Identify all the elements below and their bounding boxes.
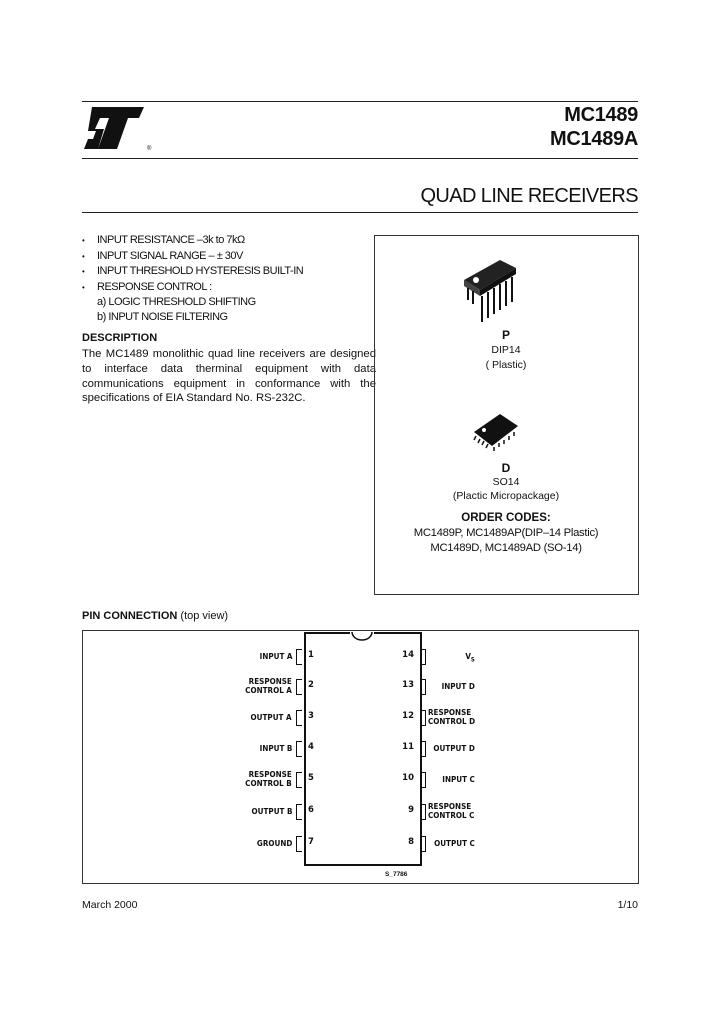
order-code-line-1: MC1489P, MC1489AP(DIP–14 Plastic)	[413, 527, 599, 539]
package-type-plastic: ( Plastic)	[485, 359, 527, 371]
feature-list	[82, 233, 303, 324]
pin-lead	[420, 836, 426, 852]
package-letter-d: D	[501, 461, 511, 475]
pin-lead	[420, 804, 426, 820]
pin-lead	[296, 804, 302, 820]
pin-label: RESPONSE CONTROL C	[428, 802, 475, 820]
pin-label: RESPONSE CONTROL B	[245, 770, 292, 788]
package-letter-p: P	[501, 328, 510, 342]
pin-label: $V_S$	[465, 652, 475, 664]
pin-lead	[296, 772, 302, 788]
pin-number: 7	[308, 837, 314, 847]
pin-lead	[296, 836, 302, 852]
footer-date: March 2000	[82, 899, 138, 911]
feature-subitem: a) LOGIC THRESHOLD SHIFTING	[97, 296, 256, 308]
description-heading: DESCRIPTION	[82, 332, 158, 344]
pin-connection-heading	[82, 610, 228, 622]
pin-lead	[420, 710, 426, 726]
pin-label: INPUT C	[442, 775, 475, 784]
pin-number: 8	[408, 837, 414, 847]
pin-number: 10	[402, 773, 414, 783]
feature-item: • INPUT THRESHOLD HYSTERESIS BUILT-IN	[82, 265, 304, 277]
pin-label: INPUT B	[259, 744, 292, 753]
pin-lead	[296, 649, 302, 665]
pin-label: INPUT D	[441, 682, 475, 691]
pin-number: 3	[308, 711, 314, 721]
feature-item: • INPUT RESISTANCE –3k to 7kΩ	[82, 234, 245, 246]
chip-top-left	[304, 632, 350, 634]
pin-number: 1	[308, 650, 314, 660]
pin-number: 12	[402, 711, 414, 721]
pin-lead	[420, 741, 426, 757]
pin-label: OUTPUT D	[433, 744, 475, 753]
svg-text:®: ®	[147, 146, 152, 152]
pin-lead	[420, 679, 426, 695]
pin-number: 2	[308, 680, 314, 690]
package-name-so14: SO14	[492, 476, 520, 488]
part-number-2: MC1489A	[550, 128, 638, 150]
pin-number: 9	[408, 805, 414, 815]
pin-connection-subtitle: (top view)	[180, 610, 229, 622]
pin-label: GROUND	[256, 839, 292, 848]
so14-package-image	[472, 410, 520, 452]
pin-label: OUTPUT B	[251, 807, 292, 816]
description-body: The MC1489 monolithic quad line receivers are designed to interface data therminal equipment with data communications equipment in conformance with the specifications of EIA Standard No. RS-232C.	[82, 348, 376, 405]
pin-lead	[420, 649, 426, 665]
st-logo	[84, 105, 154, 153]
pin-number: 11	[402, 742, 414, 752]
document-title: QUAD LINE RECEIVERS	[420, 185, 638, 207]
pin-connection-title: PIN CONNECTION	[82, 610, 178, 622]
pin-label: OUTPUT A	[251, 713, 292, 722]
feature-subitem: b) INPUT NOISE FILTERING	[97, 310, 228, 323]
part-number-1: MC1489	[564, 104, 638, 126]
package-name-dip14: DIP14	[491, 344, 521, 356]
pin-number: 13	[402, 680, 414, 690]
pin-label: OUTPUT C	[434, 839, 475, 848]
pin-label: INPUT A	[259, 652, 292, 661]
figure-code: S_7786	[385, 871, 408, 878]
chip-top-right	[374, 632, 420, 634]
pin-lead	[420, 772, 426, 788]
header-rule	[82, 158, 638, 159]
feature-item: • RESPONSE CONTROL :	[82, 280, 212, 293]
order-code-line-2: MC1489D, MC1489AD (SO-14)	[430, 542, 582, 554]
package-type-micropackage: (Plactic Micropackage)	[452, 490, 560, 502]
pin-label: RESPONSE CONTROL A	[245, 677, 292, 695]
pin-label: RESPONSE CONTROL D	[428, 708, 476, 726]
title-rule	[82, 212, 638, 213]
pin-number: 6	[308, 805, 314, 815]
pin-number: 5	[308, 773, 314, 783]
pin-number: 14	[402, 650, 414, 660]
chip-notch	[350, 632, 374, 642]
top-rule	[82, 101, 638, 102]
dip14-package-image	[460, 256, 520, 324]
pin-lead	[296, 679, 302, 695]
footer-page-number: 1/10	[617, 899, 638, 911]
feature-item: • INPUT SIGNAL RANGE – ± 30V	[82, 249, 243, 262]
pin-number: 4	[308, 742, 314, 752]
pin-lead	[296, 741, 302, 757]
pin-lead	[296, 710, 302, 726]
order-codes-heading: ORDER CODES:	[461, 512, 551, 524]
